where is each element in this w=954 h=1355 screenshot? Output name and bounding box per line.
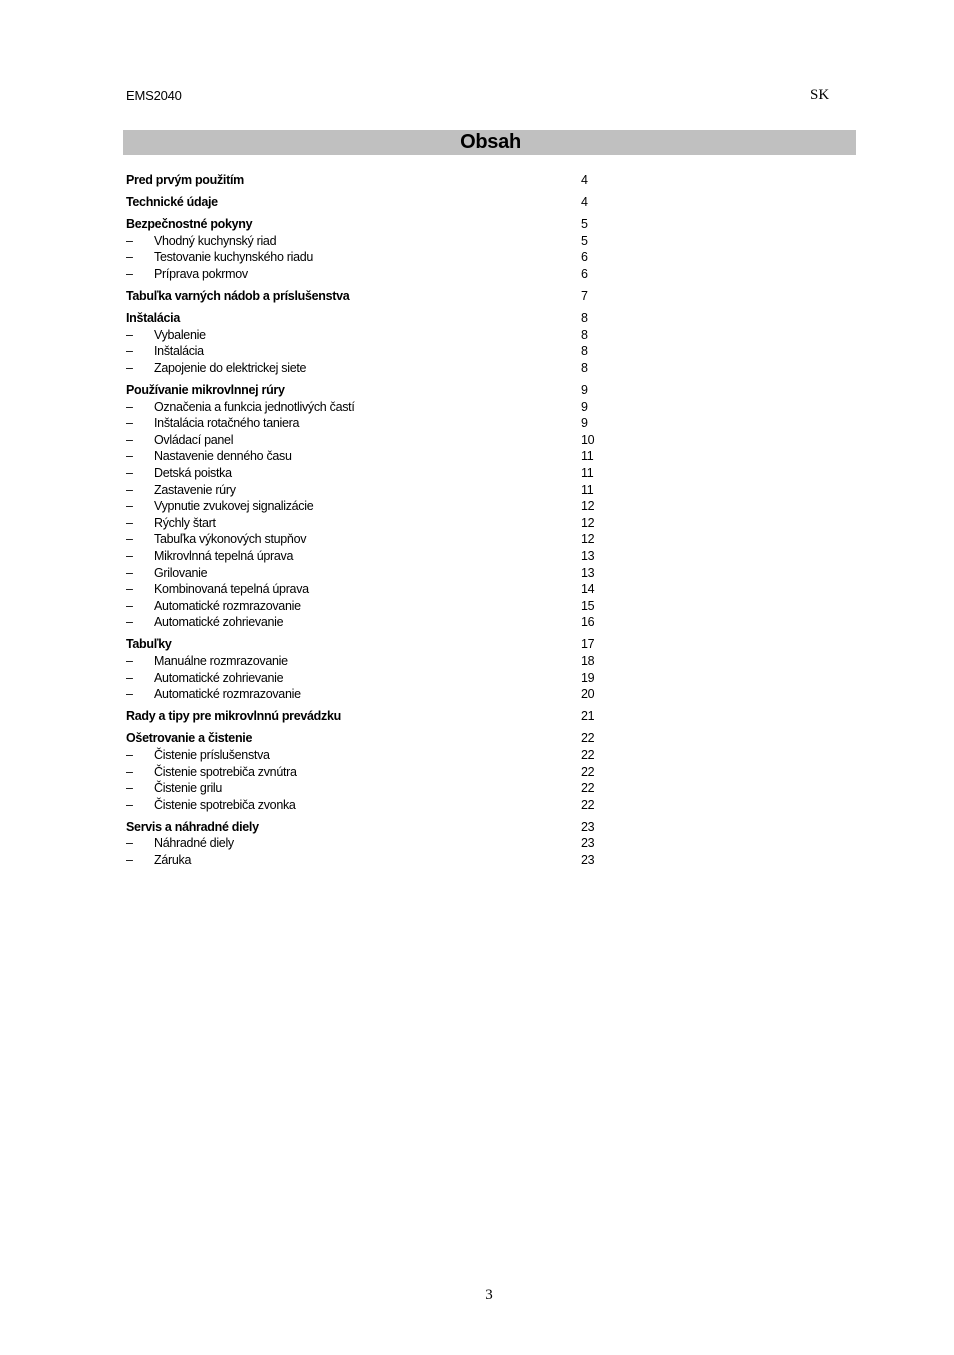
toc-section-row[interactable]	[126, 382, 606, 399]
toc-item-page: 23	[581, 836, 595, 851]
dash-bullet: –	[126, 250, 133, 265]
toc-item-label: Grilovanie	[154, 565, 208, 580]
toc-item-label: Označenia a funkcia jednotlivých častí	[154, 399, 355, 414]
toc-item-row[interactable]	[126, 266, 606, 283]
dash-bullet: –	[126, 499, 133, 514]
toc-item-row[interactable]	[126, 482, 606, 499]
toc-section	[126, 730, 606, 813]
toc-item-page: 11	[581, 449, 594, 464]
toc-item-page: 8	[581, 360, 588, 375]
toc-item-page: 5	[581, 233, 588, 248]
toc-item-label: Mikrovlnná tepelná úprava	[154, 548, 294, 563]
toc-title: Obsah	[460, 131, 521, 153]
toc-item-page: 12	[581, 515, 595, 530]
toc-section-page: 9	[581, 383, 588, 398]
page-number: 3	[485, 1287, 493, 1303]
toc-section-title: Ošetrovanie a čistenie	[126, 731, 253, 746]
dash-bullet: –	[126, 327, 133, 342]
toc-item-row[interactable]	[126, 614, 606, 631]
toc-section-row[interactable]	[126, 216, 606, 233]
toc-item-page: 10	[581, 432, 595, 447]
toc-item-page: 16	[581, 615, 595, 630]
toc-item-page: 6	[581, 266, 588, 281]
toc-item-page: 15	[581, 598, 595, 613]
dash-bullet: –	[126, 615, 133, 630]
toc-item-page: 22	[581, 781, 595, 796]
toc-section-row[interactable]	[126, 730, 606, 747]
toc-item-page: 9	[581, 416, 588, 431]
toc-item-label: Kombinovaná tepelná úprava	[154, 582, 309, 597]
toc-item-row[interactable]	[126, 249, 606, 266]
toc-section-page: 21	[581, 709, 595, 724]
toc-item-row[interactable]	[126, 448, 606, 465]
toc-item-label: Vypnutie zvukovej signalizácie	[154, 499, 314, 514]
toc-section-page: 17	[581, 637, 595, 652]
toc-item-page: 8	[581, 344, 588, 359]
toc-section-title: Inštalácia	[126, 311, 180, 326]
toc-section	[126, 172, 606, 189]
dash-bullet: –	[126, 764, 133, 779]
toc-item-page: 8	[581, 327, 588, 342]
toc-item-label: Testovanie kuchynského riadu	[154, 250, 314, 265]
toc-section-page: 5	[581, 217, 588, 232]
toc-item-page: 23	[581, 853, 595, 868]
dash-bullet: –	[126, 432, 133, 447]
toc-item-row[interactable]	[126, 835, 606, 852]
toc-item-row[interactable]	[126, 233, 606, 250]
toc-section	[126, 216, 606, 282]
toc-item-label: Zapojenie do elektrickej siete	[154, 360, 307, 375]
table-of-contents	[126, 172, 606, 874]
toc-item-page: 9	[581, 399, 588, 414]
dash-bullet: –	[126, 449, 133, 464]
toc-item-label: Automatické zohrievanie	[154, 670, 284, 685]
toc-item-label: Záruka	[154, 853, 192, 868]
dash-bullet: –	[126, 532, 133, 547]
toc-item-row[interactable]	[126, 498, 606, 515]
toc-section-page: 4	[581, 173, 588, 187]
toc-item-row[interactable]	[126, 360, 606, 377]
dash-bullet: –	[126, 515, 133, 530]
toc-item-row[interactable]	[126, 548, 606, 565]
toc-item-page: 22	[581, 748, 595, 762]
toc-section-row[interactable]	[126, 708, 606, 725]
toc-item-label: Inštalácia rotačného taniera	[154, 416, 300, 431]
dash-bullet: –	[126, 466, 133, 480]
toc-section-page: 22	[581, 731, 595, 746]
dash-bullet: –	[126, 416, 133, 431]
toc-item-label: Zastavenie rúry	[154, 482, 236, 497]
language-code: SK	[810, 87, 830, 103]
toc-item-row[interactable]	[126, 581, 606, 598]
dash-bullet: –	[126, 670, 133, 685]
toc-item-row[interactable]	[126, 515, 606, 532]
dash-bullet: –	[126, 781, 133, 796]
toc-item-row[interactable]	[126, 531, 606, 548]
dash-bullet: –	[126, 797, 133, 812]
toc-section-title: Technické údaje	[126, 195, 218, 210]
toc-item-label: Automatické rozmrazovanie	[154, 598, 301, 613]
toc-item-label: Čistenie grilu	[154, 781, 223, 796]
toc-item-row[interactable]	[126, 399, 606, 416]
toc-section-row[interactable]	[126, 194, 606, 211]
toc-section	[126, 382, 606, 631]
toc-title-bar	[123, 130, 856, 155]
toc-item-row[interactable]	[126, 653, 606, 670]
toc-section	[126, 194, 606, 211]
toc-section-row[interactable]	[126, 636, 606, 653]
toc-section-row[interactable]	[126, 819, 606, 836]
dash-bullet: –	[126, 654, 133, 669]
toc-item-label: Vybalenie	[154, 327, 206, 342]
toc-section-title: Bezpečnostné pokyny	[126, 217, 253, 232]
toc-item-row[interactable]	[126, 780, 606, 797]
toc-item-row[interactable]	[126, 747, 606, 764]
toc-item-label: Čistenie spotrebiča zvnútra	[154, 764, 297, 779]
dash-bullet: –	[126, 836, 133, 851]
toc-item-row[interactable]	[126, 415, 606, 432]
dash-bullet: –	[126, 853, 133, 868]
toc-item-label: Ovládací panel	[154, 432, 234, 447]
toc-item-label: Detská poistka	[154, 466, 232, 480]
toc-item-label: Nastavenie denného času	[154, 449, 292, 464]
toc-section-title: Servis a náhradné diely	[126, 819, 259, 834]
toc-item-label: Automatické rozmrazovanie	[154, 687, 301, 702]
toc-item-row[interactable]	[126, 686, 606, 703]
toc-item-page: 6	[581, 250, 588, 265]
toc-section-page: 7	[581, 289, 588, 304]
toc-section-title: Používanie mikrovlnnej rúry	[126, 383, 285, 398]
dash-bullet: –	[126, 565, 133, 580]
toc-section	[126, 636, 606, 702]
toc-item-page: 18	[581, 654, 595, 669]
toc-item-row[interactable]	[126, 764, 606, 781]
toc-section-page: 4	[581, 195, 588, 210]
toc-item-label: Čistenie spotrebiča zvonka	[154, 797, 296, 812]
toc-section-title: Tabuľky	[126, 637, 172, 652]
toc-item-label: Rýchly štart	[154, 515, 216, 530]
toc-item-page: 22	[581, 764, 595, 779]
toc-item-page: 14	[581, 582, 595, 597]
toc-item-page: 12	[581, 499, 595, 514]
toc-item-row[interactable]	[126, 797, 606, 814]
toc-section-title: Tabuľka varných nádob a príslušenstva	[126, 289, 350, 304]
toc-item-row[interactable]	[126, 598, 606, 615]
toc-item-row[interactable]	[126, 565, 606, 582]
toc-item-row[interactable]	[126, 432, 606, 449]
toc-item-label: Tabuľka výkonových stupňov	[154, 532, 307, 547]
toc-item-label: Automatické zohrievanie	[154, 615, 284, 630]
toc-section-title: Pred prvým použitím	[126, 173, 244, 187]
toc-item-page: 12	[581, 532, 595, 547]
toc-item-row[interactable]	[126, 343, 606, 360]
toc-item-label: Vhodný kuchynský riad	[154, 233, 277, 248]
toc-item-label: Náhradné diely	[154, 836, 234, 851]
toc-section	[126, 708, 606, 725]
toc-section-page: 23	[581, 819, 595, 834]
toc-section-page: 8	[581, 311, 588, 326]
toc-item-page: 11	[581, 482, 594, 497]
dash-bullet: –	[126, 399, 133, 414]
dash-bullet: –	[126, 344, 133, 359]
toc-item-label: Príprava pokrmov	[154, 266, 248, 281]
toc-item-page: 11	[581, 466, 594, 480]
toc-item-row[interactable]	[126, 670, 606, 687]
toc-item-label: Inštalácia	[154, 344, 204, 359]
toc-item-row[interactable]	[126, 465, 606, 482]
toc-section-row[interactable]	[126, 310, 606, 327]
toc-item-row[interactable]	[126, 327, 606, 344]
toc-item-page: 13	[581, 548, 595, 563]
dash-bullet: –	[126, 598, 133, 613]
dash-bullet: –	[126, 582, 133, 597]
dash-bullet: –	[126, 233, 133, 248]
toc-section	[126, 310, 606, 376]
toc-item-label: Čistenie príslušenstva	[154, 748, 270, 762]
dash-bullet: –	[126, 687, 133, 702]
dash-bullet: –	[126, 482, 133, 497]
dash-bullet: –	[126, 360, 133, 375]
dash-bullet: –	[126, 748, 133, 762]
dash-bullet: –	[126, 266, 133, 281]
toc-item-row[interactable]	[126, 852, 606, 869]
toc-section-row[interactable]	[126, 288, 606, 305]
document-model-code: EMS2040	[126, 88, 182, 103]
toc-item-page: 19	[581, 670, 595, 685]
toc-section-title: Rady a tipy pre mikrovlnnú prevádzku	[126, 709, 341, 724]
toc-item-page: 22	[581, 797, 595, 812]
toc-section	[126, 288, 606, 305]
toc-item-label: Manuálne rozmrazovanie	[154, 654, 288, 669]
dash-bullet: –	[126, 548, 133, 563]
toc-item-page: 13	[581, 565, 595, 580]
toc-section	[126, 819, 606, 869]
toc-item-page: 20	[581, 687, 595, 702]
toc-section-row[interactable]	[126, 172, 606, 189]
